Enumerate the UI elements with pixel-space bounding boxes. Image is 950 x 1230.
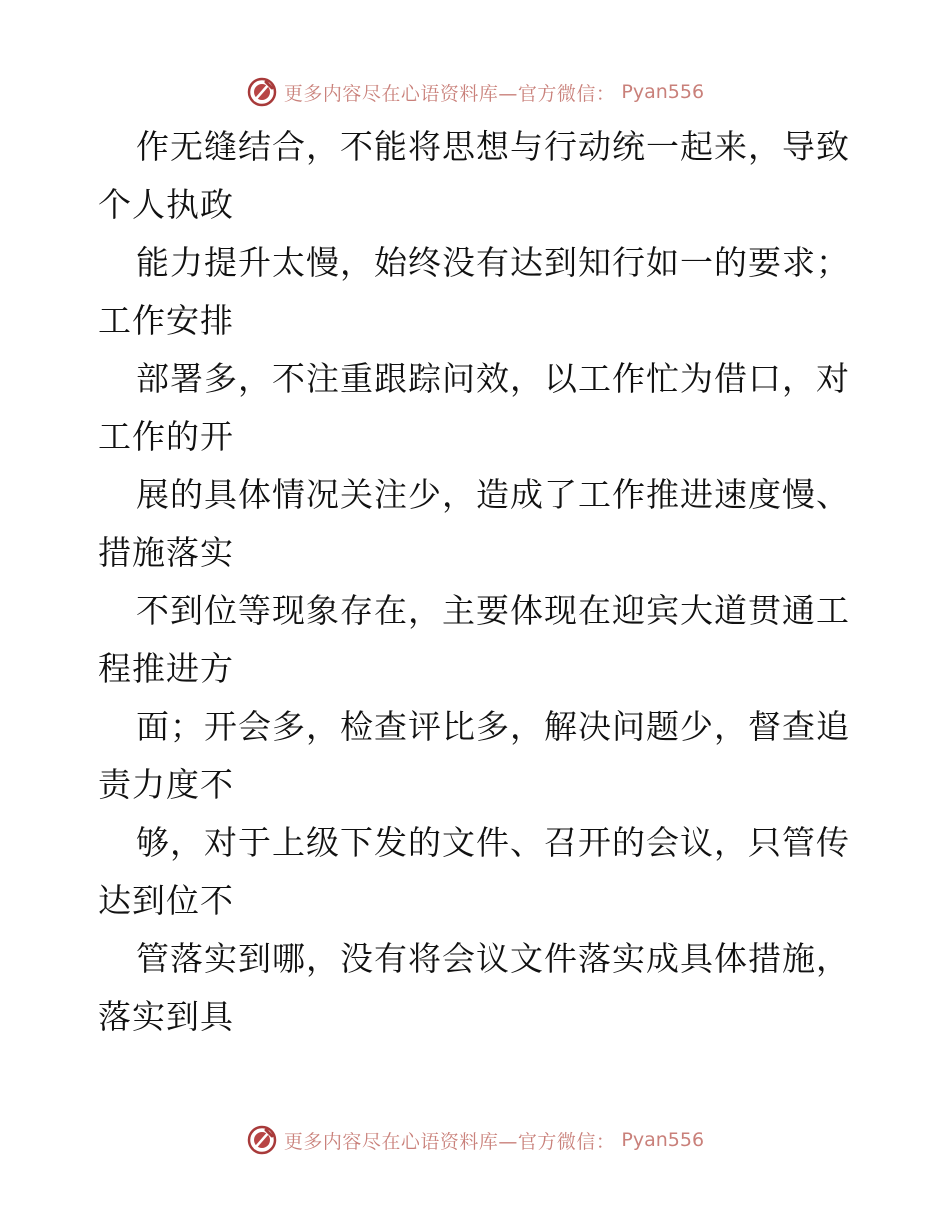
text-line: 工作安排 xyxy=(98,301,234,340)
text-line: 作无缝结合，不能将思想与行动统一起来，导致 xyxy=(136,127,850,166)
text-line: 个人执政 xyxy=(98,185,234,224)
text-line: 管落实到哪，没有将会议文件落实成具体措施， xyxy=(136,939,850,978)
text-line: 程推进方 xyxy=(98,649,234,688)
text-line: 工作的开 xyxy=(98,417,234,456)
text-line: 落实到具 xyxy=(98,997,234,1036)
watermark-text: 更多内容尽在心语资料库—官方微信： xyxy=(283,82,616,105)
footer-watermark xyxy=(0,1120,950,1160)
text-line: 达到位不 xyxy=(98,881,234,920)
text-line: 面；开会多，检查评比多，解决问题少，督查追 xyxy=(136,707,850,746)
text-line: 展的具体情况关注少，造成了工作推进速度慢、 xyxy=(136,475,850,514)
watermark-id: Pyan556 xyxy=(621,81,705,103)
text-line: 够，对于上级下发的文件、召开的会议，只管传 xyxy=(136,823,850,862)
watermark-text: 更多内容尽在心语资料库—官方微信： xyxy=(283,1130,616,1153)
text-line: 能力提升太慢，始终没有达到知行如一的要求； xyxy=(136,243,850,282)
header-watermark xyxy=(0,72,950,112)
pen-seal-logo-icon xyxy=(246,1124,278,1156)
text-line: 部署多，不注重跟踪问效，以工作忙为借口，对 xyxy=(136,359,850,398)
text-line: 不到位等现象存在，主要体现在迎宾大道贯通工 xyxy=(136,591,850,630)
document-body xyxy=(98,118,858,1046)
pen-seal-logo-icon xyxy=(246,76,278,108)
text-line: 措施落实 xyxy=(98,533,234,572)
text-line: 责力度不 xyxy=(98,765,234,804)
watermark-id: Pyan556 xyxy=(621,1129,705,1151)
